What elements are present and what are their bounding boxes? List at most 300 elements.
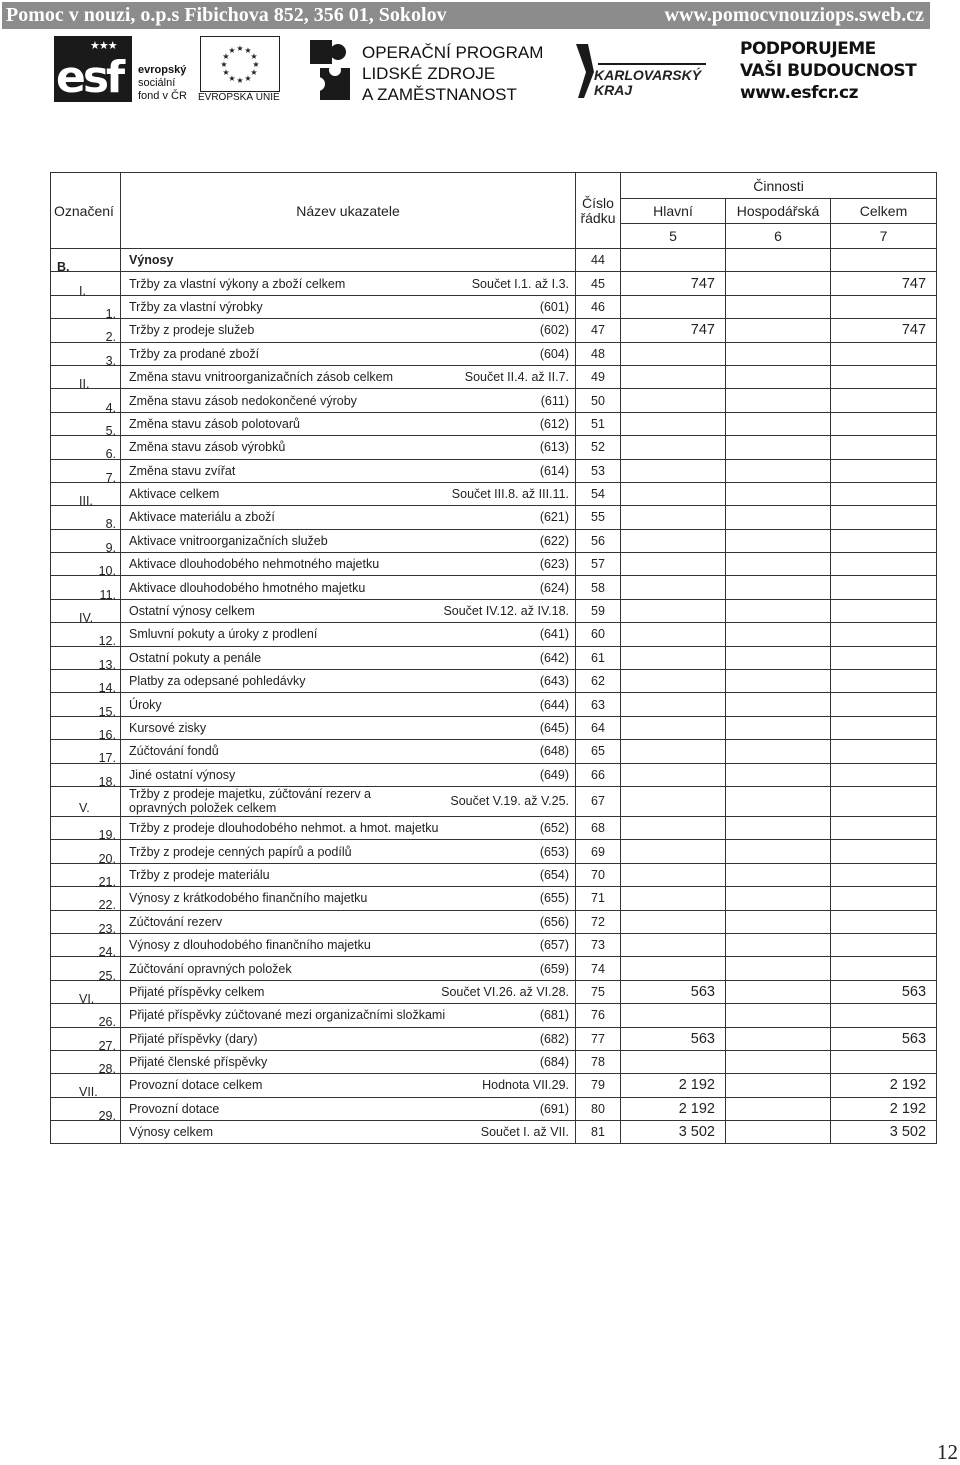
cell-hospodarska bbox=[726, 319, 831, 342]
header-hospodarska: Hospodářská bbox=[726, 199, 831, 224]
cell-oznaceni bbox=[51, 412, 121, 438]
cell-line-number: 71 bbox=[576, 887, 621, 910]
row-arabic-label: 16. bbox=[98, 728, 116, 742]
row-account-ref: (604) bbox=[539, 346, 569, 361]
cell-nazev bbox=[121, 295, 576, 318]
cell-hospodarska bbox=[726, 412, 831, 435]
cell-nazev bbox=[121, 740, 576, 763]
row-account-ref: (614) bbox=[539, 463, 569, 478]
row-arabic-label: 23. bbox=[98, 921, 116, 936]
row-name: Přijaté příspěvky celkem bbox=[129, 984, 265, 999]
cell-line-number: 64 bbox=[576, 716, 621, 739]
row-account-ref: (601) bbox=[539, 299, 569, 314]
cell-hlavni bbox=[621, 716, 726, 739]
cell-line-number: 75 bbox=[576, 980, 621, 1003]
cell-oznaceni bbox=[51, 319, 121, 345]
cell-hospodarska bbox=[726, 980, 831, 1003]
row-arabic-label: 28. bbox=[98, 1062, 116, 1077]
table-row bbox=[51, 295, 937, 318]
cell-celkem bbox=[831, 933, 937, 956]
cell-oznaceni bbox=[51, 459, 121, 485]
cell-oznaceni bbox=[51, 1097, 121, 1123]
cell-hlavni bbox=[621, 295, 726, 318]
cell-hlavni bbox=[621, 506, 726, 529]
cell-line-number: 52 bbox=[576, 436, 621, 459]
cell-hospodarska bbox=[726, 740, 831, 763]
cell-hlavni bbox=[621, 840, 726, 863]
header-org: Pomoc v nouzi, o.p.s Fibichova 852, 356 01, Sokolov bbox=[6, 4, 447, 26]
row-name: Jiné ostatní výnosy bbox=[129, 767, 236, 782]
cell-oznaceni bbox=[51, 670, 121, 696]
row-arabic-label: 15. bbox=[98, 704, 116, 719]
table-row bbox=[51, 1050, 937, 1073]
cell-celkem: 563 bbox=[831, 980, 937, 1003]
cell-nazev bbox=[121, 763, 576, 786]
cell-oznaceni bbox=[51, 365, 121, 392]
cell-celkem bbox=[831, 1004, 937, 1027]
cell-hlavni bbox=[621, 670, 726, 693]
cell-hospodarska bbox=[726, 1004, 831, 1027]
cell-nazev bbox=[121, 319, 576, 342]
cell-oznaceni bbox=[51, 716, 121, 742]
cell-hlavni bbox=[621, 459, 726, 482]
row-name: Přijaté členské příspěvky bbox=[129, 1055, 268, 1070]
row-name: Tržby za prodané zboží bbox=[129, 346, 260, 361]
cell-nazev bbox=[121, 1097, 576, 1120]
cell-oznaceni bbox=[51, 436, 121, 462]
esf-line-2: sociální bbox=[138, 77, 176, 89]
cell-celkem bbox=[831, 740, 937, 763]
cell-celkem: 747 bbox=[831, 272, 937, 295]
cell-oznaceni bbox=[51, 506, 121, 532]
cell-line-number: 50 bbox=[576, 389, 621, 412]
table-row bbox=[51, 786, 937, 816]
row-name: Tržby z prodeje materiálu bbox=[129, 867, 270, 882]
cell-hlavni: 747 bbox=[621, 319, 726, 342]
cell-hospodarska bbox=[726, 249, 831, 272]
row-arabic-label: 29. bbox=[98, 1108, 116, 1123]
support-line-3: www.esfcr.cz bbox=[740, 83, 858, 103]
row-roman-label: IV. bbox=[79, 611, 94, 626]
cell-hospodarska bbox=[726, 553, 831, 576]
table-row bbox=[51, 887, 937, 910]
row-name: Platby za odepsané pohledávky bbox=[129, 674, 306, 689]
cell-hospodarska bbox=[726, 482, 831, 505]
kv-line-1: KARLOVARSKÝ bbox=[594, 67, 702, 83]
cell-oznaceni bbox=[51, 740, 121, 766]
row-name: Zúčtování fondů bbox=[129, 744, 219, 759]
cell-line-number: 77 bbox=[576, 1027, 621, 1050]
cell-nazev bbox=[121, 482, 576, 505]
cell-line-number: 79 bbox=[576, 1074, 621, 1097]
cell-hospodarska bbox=[726, 763, 831, 786]
row-arabic-label: 6. bbox=[105, 447, 116, 462]
cell-line-number: 57 bbox=[576, 553, 621, 576]
row-arabic-label: 1. bbox=[105, 306, 116, 321]
row-arabic-label: 9. bbox=[105, 540, 116, 555]
cell-hlavni: 563 bbox=[621, 1027, 726, 1050]
cell-hlavni: 3 502 bbox=[621, 1121, 726, 1144]
row-account-ref: (643) bbox=[539, 674, 569, 689]
cell-celkem bbox=[831, 763, 937, 786]
cell-nazev bbox=[121, 716, 576, 739]
cell-oznaceni bbox=[51, 957, 121, 983]
cell-hospodarska bbox=[726, 389, 831, 412]
cell-hospodarska bbox=[726, 342, 831, 365]
row-name: Výnosy z krátkodobého finančního majetku bbox=[129, 891, 368, 906]
cell-nazev bbox=[121, 1027, 576, 1050]
cell-hlavni bbox=[621, 1004, 726, 1027]
cell-nazev bbox=[121, 646, 576, 669]
cell-hospodarska bbox=[726, 1027, 831, 1050]
row-account-ref: (654) bbox=[539, 867, 569, 882]
row-roman-label: I. bbox=[79, 283, 86, 298]
cell-line-number: 55 bbox=[576, 506, 621, 529]
row-name: Změna stavu zásob výrobků bbox=[129, 440, 286, 455]
cell-oznaceni bbox=[51, 763, 121, 789]
row-account-ref: (649) bbox=[539, 767, 569, 782]
cell-oznaceni bbox=[51, 529, 121, 555]
cell-nazev bbox=[121, 506, 576, 529]
row-name: Aktivace celkem bbox=[129, 487, 220, 502]
header-celkem: Celkem bbox=[831, 199, 937, 224]
table-row bbox=[51, 459, 937, 482]
table-row bbox=[51, 670, 937, 693]
cell-celkem: 563 bbox=[831, 1027, 937, 1050]
cell-oznaceni bbox=[51, 1004, 121, 1030]
cell-nazev bbox=[121, 957, 576, 980]
cell-hospodarska bbox=[726, 816, 831, 839]
cell-hlavni: 747 bbox=[621, 272, 726, 295]
cell-oznaceni bbox=[51, 553, 121, 579]
row-roman-label: VI. bbox=[79, 991, 95, 1006]
table-row bbox=[51, 389, 937, 412]
cell-hospodarska bbox=[726, 295, 831, 318]
header-bar bbox=[2, 2, 930, 29]
cell-oznaceni bbox=[51, 863, 121, 889]
cell-celkem bbox=[831, 786, 937, 816]
op-logo-text bbox=[362, 42, 543, 105]
row-account-ref: Součet I.1. až I.3. bbox=[471, 276, 569, 291]
cell-oznaceni bbox=[51, 840, 121, 866]
table-row bbox=[51, 365, 937, 388]
cell-celkem bbox=[831, 670, 937, 693]
cell-line-number: 47 bbox=[576, 319, 621, 342]
row-account-ref: (652) bbox=[539, 821, 569, 836]
cell-oznaceni bbox=[51, 980, 121, 1006]
esf-stars-icon: ★★★ bbox=[90, 40, 117, 52]
revenue-table bbox=[50, 172, 937, 1144]
cell-hlavni bbox=[621, 1050, 726, 1073]
row-account-ref: (691) bbox=[539, 1101, 569, 1116]
row-arabic-label: 12. bbox=[98, 634, 116, 649]
row-arabic-label: 24. bbox=[98, 945, 116, 960]
cell-celkem bbox=[831, 910, 937, 933]
eu-stars-circle-icon bbox=[201, 37, 279, 91]
svg-text:★: ★ bbox=[250, 52, 258, 61]
cell-line-number: 68 bbox=[576, 816, 621, 839]
cell-oznaceni bbox=[51, 1074, 121, 1100]
cell-celkem bbox=[831, 1050, 937, 1073]
table-row bbox=[51, 249, 937, 272]
cell-celkem: 2 192 bbox=[831, 1074, 937, 1097]
cell-celkem bbox=[831, 342, 937, 365]
row-name: Tržby za vlastní výrobky bbox=[129, 299, 263, 314]
row-arabic-label: 14. bbox=[98, 681, 116, 696]
cell-line-number: 46 bbox=[576, 295, 621, 318]
cell-hospodarska bbox=[726, 910, 831, 933]
row-name: Kursové zisky bbox=[129, 721, 207, 735]
table-row bbox=[51, 599, 937, 622]
cell-hlavni: 2 192 bbox=[621, 1074, 726, 1097]
row-account-ref: (602) bbox=[539, 323, 569, 338]
row-name: Úroky bbox=[129, 697, 162, 712]
cell-hospodarska bbox=[726, 863, 831, 886]
row-arabic-label: 22. bbox=[98, 898, 116, 913]
table-row bbox=[51, 412, 937, 435]
cell-oznaceni bbox=[51, 295, 121, 321]
row-name: Tržby z prodeje cenných papírů a podílů bbox=[129, 844, 352, 859]
table-row bbox=[51, 1097, 937, 1120]
cell-hlavni bbox=[621, 529, 726, 552]
cell-line-number: 59 bbox=[576, 599, 621, 622]
cell-hospodarska bbox=[726, 506, 831, 529]
svg-text:★: ★ bbox=[220, 60, 228, 69]
cell-nazev bbox=[121, 933, 576, 956]
row-account-ref: (623) bbox=[539, 557, 569, 572]
cell-hospodarska bbox=[726, 957, 831, 980]
cell-hlavni bbox=[621, 436, 726, 459]
cell-oznaceni bbox=[51, 342, 121, 368]
cell-nazev bbox=[121, 786, 576, 816]
cell-line-number: 63 bbox=[576, 693, 621, 716]
cell-hlavni bbox=[621, 553, 726, 576]
cell-celkem bbox=[831, 576, 937, 599]
row-account-ref: (653) bbox=[539, 844, 569, 859]
row-account-ref: (642) bbox=[539, 650, 569, 665]
row-account-ref: Součet IV.12. až IV.18. bbox=[443, 604, 569, 619]
header-oznaceni: Označení bbox=[51, 173, 121, 249]
row-arabic-label: 11. bbox=[99, 587, 116, 602]
cell-celkem bbox=[831, 863, 937, 886]
row-account-ref: (656) bbox=[539, 914, 569, 929]
esf-logo-letters: esf bbox=[56, 52, 123, 103]
cell-line-number: 80 bbox=[576, 1097, 621, 1120]
row-account-ref: Hodnota VII.29. bbox=[482, 1078, 569, 1093]
cell-line-number: 73 bbox=[576, 933, 621, 956]
cell-oznaceni bbox=[51, 389, 121, 415]
cell-hlavni bbox=[621, 740, 726, 763]
table-row bbox=[51, 957, 937, 980]
cell-nazev bbox=[121, 272, 576, 295]
table-row bbox=[51, 840, 937, 863]
header-col-5: 5 bbox=[621, 224, 726, 249]
cell-line-number: 66 bbox=[576, 763, 621, 786]
row-name: Tržby za vlastní výkony a zboží celkem bbox=[129, 276, 346, 291]
table-row bbox=[51, 763, 937, 786]
cell-hlavni bbox=[621, 412, 726, 435]
table-row bbox=[51, 1027, 937, 1050]
support-slogan bbox=[740, 38, 916, 104]
table-row bbox=[51, 980, 937, 1003]
row-account-ref: (645) bbox=[539, 721, 569, 735]
cell-line-number: 58 bbox=[576, 576, 621, 599]
cell-oznaceni bbox=[51, 933, 121, 960]
table-row bbox=[51, 740, 937, 763]
cell-hlavni bbox=[621, 249, 726, 272]
row-arabic-label: 13. bbox=[98, 657, 116, 672]
table-row bbox=[51, 863, 937, 886]
cell-line-number: 65 bbox=[576, 740, 621, 763]
row-account-ref: (659) bbox=[539, 961, 569, 976]
cell-hlavni bbox=[621, 786, 726, 816]
cell-line-number: 54 bbox=[576, 482, 621, 505]
row-name: Výnosy celkem bbox=[129, 1125, 214, 1140]
cell-oznaceni bbox=[51, 1121, 121, 1144]
cell-hlavni bbox=[621, 816, 726, 839]
cell-hospodarska bbox=[726, 1097, 831, 1120]
esf-line-3: fond v ČR bbox=[138, 90, 187, 102]
cell-nazev bbox=[121, 436, 576, 459]
table-row bbox=[51, 436, 937, 459]
table-row bbox=[51, 342, 937, 365]
cell-celkem bbox=[831, 482, 937, 505]
cell-hospodarska bbox=[726, 623, 831, 646]
row-account-ref: (621) bbox=[539, 510, 569, 525]
header-cislo: Číslo řádku bbox=[576, 173, 621, 249]
table-row bbox=[51, 716, 937, 739]
row-arabic-label: 7. bbox=[105, 470, 116, 485]
row-arabic-label: 18. bbox=[98, 774, 116, 789]
cell-hospodarska bbox=[726, 365, 831, 388]
table-row bbox=[51, 506, 937, 529]
cell-nazev bbox=[121, 599, 576, 622]
table-row bbox=[51, 553, 937, 576]
cell-hlavni bbox=[621, 763, 726, 786]
cell-hlavni bbox=[621, 599, 726, 622]
svg-text:★: ★ bbox=[244, 46, 252, 55]
cell-hospodarska bbox=[726, 576, 831, 599]
cell-line-number: 45 bbox=[576, 272, 621, 295]
row-name: Provozní dotace celkem bbox=[129, 1078, 263, 1093]
cell-hlavni bbox=[621, 646, 726, 669]
row-name: Provozní dotace bbox=[129, 1101, 220, 1116]
cell-celkem bbox=[831, 693, 937, 716]
row-name: Výnosy z dlouhodobého finančního majetku bbox=[129, 938, 371, 953]
row-name: Tržby z prodeje dlouhodobého nehmot. a hmot. majetku bbox=[129, 821, 439, 836]
row-account-ref: (613) bbox=[539, 440, 569, 455]
op-line-2: LIDSKÉ ZDROJE bbox=[362, 64, 496, 83]
cell-oznaceni bbox=[51, 693, 121, 719]
row-roman-label: VII. bbox=[79, 1085, 98, 1100]
row-name: Přijaté příspěvky zúčtované mezi organizačními složkami bbox=[129, 1008, 446, 1023]
cell-celkem bbox=[831, 459, 937, 482]
table-row bbox=[51, 1074, 937, 1097]
cell-oznaceni bbox=[51, 786, 121, 816]
cell-oznaceni bbox=[51, 1027, 121, 1053]
svg-text:★: ★ bbox=[222, 52, 230, 61]
row-name: Ostatní výnosy celkem bbox=[129, 604, 255, 619]
cell-hlavni bbox=[621, 576, 726, 599]
cell-celkem: 3 502 bbox=[831, 1121, 937, 1144]
cell-line-number: 72 bbox=[576, 910, 621, 933]
cell-oznaceni bbox=[51, 1050, 121, 1077]
cell-nazev bbox=[121, 553, 576, 576]
cell-nazev bbox=[121, 863, 576, 886]
karlovarsky-kraj-text bbox=[594, 68, 701, 98]
row-account-ref: (622) bbox=[539, 533, 569, 548]
row-sec-label: B. bbox=[57, 260, 70, 275]
row-arabic-label: 4. bbox=[105, 400, 116, 415]
cell-hlavni bbox=[621, 910, 726, 933]
cell-line-number: 69 bbox=[576, 840, 621, 863]
cell-oznaceni bbox=[51, 482, 121, 509]
row-name: Změna stavu zásob nedokončené výroby bbox=[129, 393, 357, 408]
cell-line-number: 56 bbox=[576, 529, 621, 552]
cell-celkem: 2 192 bbox=[831, 1097, 937, 1120]
row-account-ref: (624) bbox=[539, 580, 569, 595]
cell-nazev bbox=[121, 1121, 576, 1144]
row-arabic-label: 26. bbox=[98, 1015, 116, 1030]
cell-hospodarska bbox=[726, 786, 831, 816]
row-roman-label: III. bbox=[79, 494, 93, 509]
cell-celkem bbox=[831, 716, 937, 739]
cell-line-number: 48 bbox=[576, 342, 621, 365]
row-arabic-label: 20. bbox=[98, 851, 116, 866]
cell-line-number: 60 bbox=[576, 623, 621, 646]
op-line-3: A ZAMĚSTNANOST bbox=[362, 85, 517, 104]
row-name: Tržby z prodeje majetku, zúčtování rezerv a opravných položek celkem bbox=[129, 787, 371, 816]
cell-celkem bbox=[831, 553, 937, 576]
row-account-ref: (644) bbox=[539, 697, 569, 712]
cell-line-number: 67 bbox=[576, 786, 621, 816]
cell-hlavni: 2 192 bbox=[621, 1097, 726, 1120]
cell-nazev bbox=[121, 910, 576, 933]
cell-line-number: 61 bbox=[576, 646, 621, 669]
row-account-ref: (612) bbox=[539, 416, 569, 431]
row-arabic-label: 17. bbox=[98, 751, 116, 766]
row-account-ref: Součet V.19. až V.25. bbox=[450, 794, 569, 809]
row-name: Tržby z prodeje služeb bbox=[129, 323, 255, 338]
row-name: Aktivace materiálu a zboží bbox=[129, 510, 275, 525]
row-account-ref: (655) bbox=[539, 891, 569, 906]
cell-celkem bbox=[831, 840, 937, 863]
svg-text:★: ★ bbox=[236, 44, 244, 53]
cell-nazev bbox=[121, 887, 576, 910]
cell-nazev bbox=[121, 412, 576, 435]
row-name: Aktivace vnitroorganizačních služeb bbox=[129, 533, 328, 548]
svg-text:★: ★ bbox=[252, 60, 260, 69]
row-arabic-label: 10. bbox=[98, 564, 116, 579]
cell-hospodarska bbox=[726, 693, 831, 716]
header-col-6: 6 bbox=[726, 224, 831, 249]
cell-oznaceni bbox=[51, 272, 121, 298]
cell-hlavni bbox=[621, 933, 726, 956]
cell-oznaceni bbox=[51, 576, 121, 602]
cell-celkem bbox=[831, 957, 937, 980]
cell-line-number: 49 bbox=[576, 365, 621, 388]
row-account-ref: (611) bbox=[540, 393, 569, 408]
op-puzzle-icon bbox=[308, 36, 354, 102]
row-account-ref: (648) bbox=[539, 744, 569, 759]
header-nazev: Název ukazatele bbox=[121, 173, 576, 249]
esf-logo bbox=[54, 36, 132, 102]
cell-line-number: 51 bbox=[576, 412, 621, 435]
row-name: Ostatní pokuty a penále bbox=[129, 650, 262, 665]
cell-hlavni bbox=[621, 623, 726, 646]
row-account-ref: (681) bbox=[539, 1008, 569, 1023]
cell-nazev bbox=[121, 840, 576, 863]
